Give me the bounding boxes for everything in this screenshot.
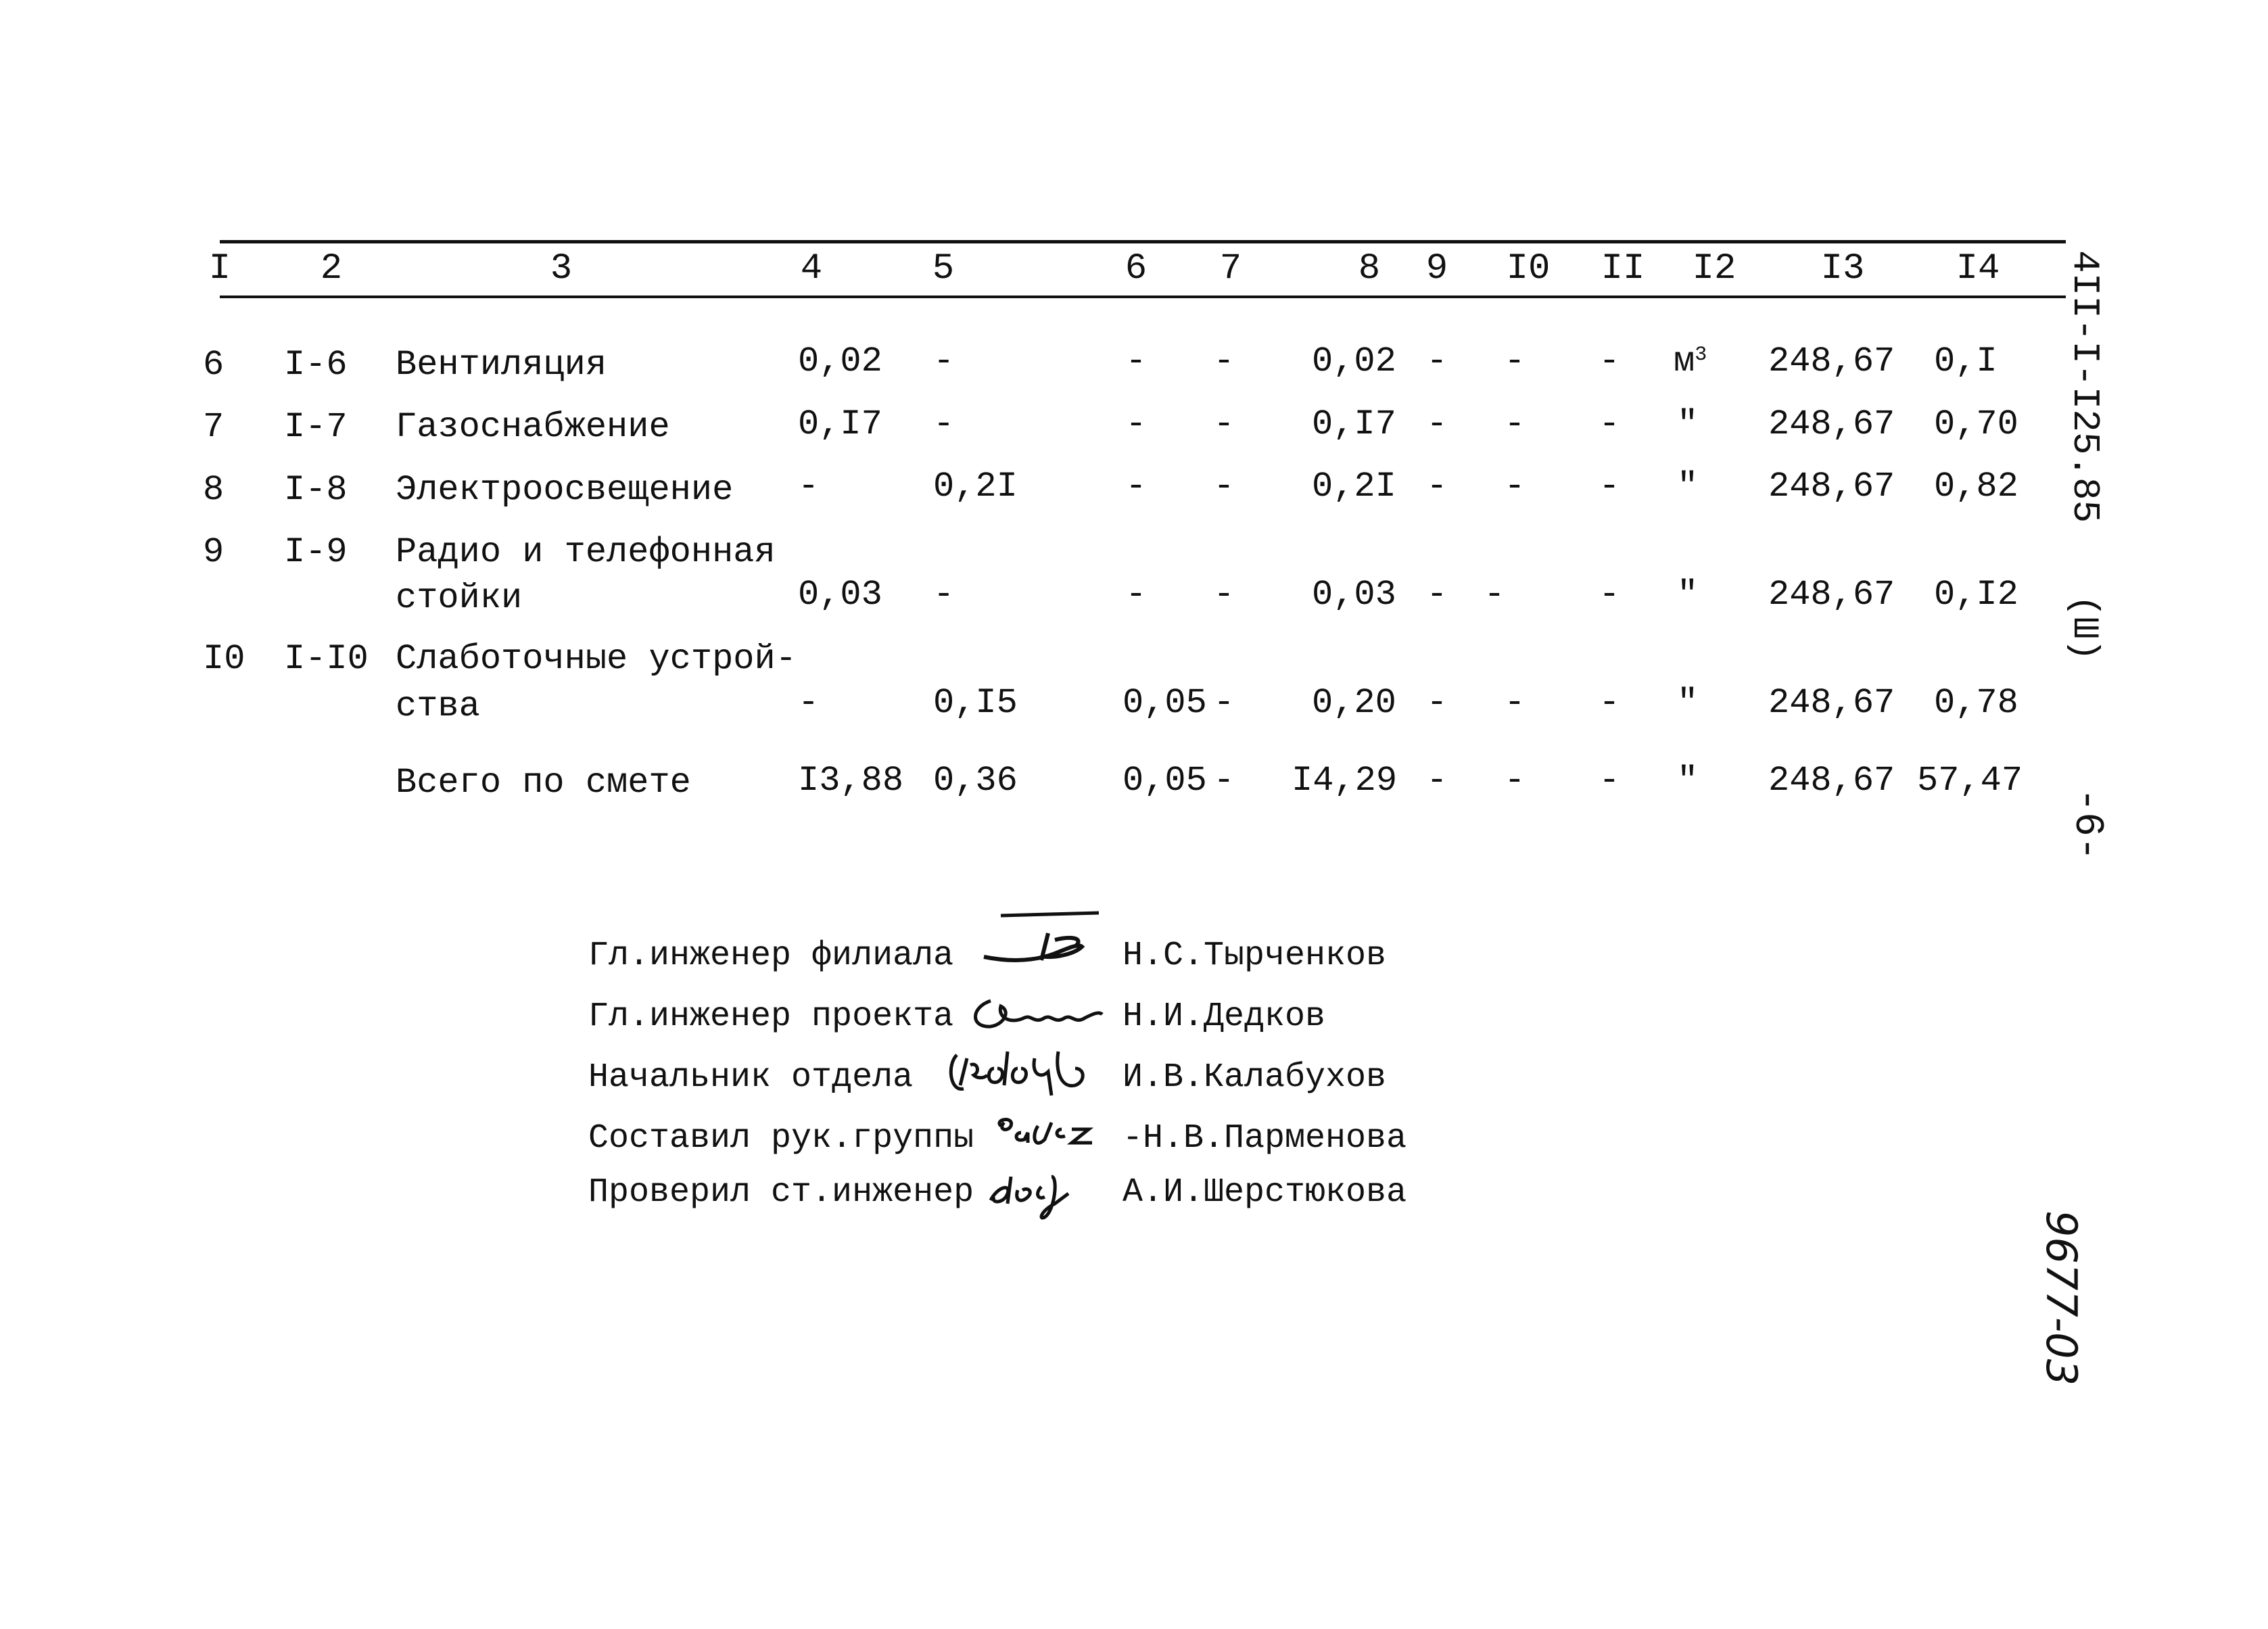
total-col4: I3,88 <box>798 761 904 801</box>
row-name-line1: Радио и телефонная <box>396 532 776 572</box>
row-col9: - <box>1426 404 1448 444</box>
total-col11: - <box>1599 761 1620 801</box>
row-col12: " <box>1677 575 1699 615</box>
row-name: Газоснабжение <box>396 407 670 447</box>
header-col-2: 2 <box>320 248 343 289</box>
handwritten-signature-4 <box>987 1109 1123 1156</box>
header-col-11: II <box>1601 248 1645 289</box>
row-col5: - <box>933 341 955 381</box>
row-name-line2: ства <box>396 686 480 726</box>
row-col10: - <box>1484 575 1505 615</box>
row-number: 6 <box>203 345 225 385</box>
row-col14: 0,78 <box>1934 683 2018 723</box>
row-col11: - <box>1599 683 1620 723</box>
handwritten-signature-2 <box>964 987 1112 1041</box>
row-col7: - <box>1213 467 1235 506</box>
signature-name: Н.С.Тырченков <box>1123 937 1387 975</box>
header-col-12: I2 <box>1692 248 1737 289</box>
total-col13: 248,67 <box>1768 761 1895 801</box>
row-col12: " <box>1677 683 1699 723</box>
row-col6: 0,05 <box>1123 683 1207 723</box>
row-col14: 0,70 <box>1934 404 2018 444</box>
signature-name: А.И.Шерстюкова <box>1123 1173 1407 1212</box>
row-name-line2: стойки <box>396 578 523 618</box>
row-code: I-6 <box>284 345 348 385</box>
row-col8: 0,02 <box>1312 341 1396 381</box>
row-col13: 248,67 <box>1768 341 1895 381</box>
row-col6: - <box>1125 341 1147 381</box>
signature-name: -Н.В.Парменова <box>1123 1119 1407 1158</box>
margin-page-number: -6- <box>2064 788 2110 861</box>
row-col7: - <box>1213 404 1235 444</box>
row-col4: - <box>798 683 820 723</box>
unit-superscript: 3 <box>1695 344 1707 367</box>
row-code: I-7 <box>284 407 348 447</box>
row-number: 8 <box>203 470 225 510</box>
signature-role: Начальник отдела <box>588 1058 914 1097</box>
margin-section: (Ш) <box>2063 595 2104 661</box>
header-col-1: I <box>208 248 231 289</box>
signature-role: Гл.инженер проекта <box>588 997 954 1036</box>
row-col10: - <box>1504 683 1526 723</box>
row-code: I-8 <box>284 470 348 510</box>
row-name-line1: Слаботочные устрой- <box>396 639 797 679</box>
row-col12: " <box>1677 467 1699 506</box>
header-col-4: 4 <box>800 248 823 289</box>
row-col5: - <box>933 404 955 444</box>
row-col11: - <box>1599 467 1620 506</box>
row-col11: - <box>1599 341 1620 381</box>
row-name: Электроосвещение <box>396 470 734 510</box>
row-col10: - <box>1504 404 1526 444</box>
header-col-7: 7 <box>1219 248 1242 289</box>
total-col10: - <box>1504 761 1526 801</box>
row-number: 7 <box>203 407 225 447</box>
row-col5: - <box>933 575 955 615</box>
header-col-9: 9 <box>1425 248 1448 289</box>
row-code: I-I0 <box>284 639 369 679</box>
row-col7: - <box>1213 341 1235 381</box>
row-col5: 0,2I <box>933 467 1018 506</box>
row-col7: - <box>1213 683 1235 723</box>
total-col7: - <box>1213 761 1235 801</box>
signature-name: И.В.Калабухов <box>1123 1058 1387 1097</box>
row-col8: 0,I7 <box>1312 404 1396 444</box>
row-col13: 248,67 <box>1768 575 1895 615</box>
signature-role: Составил рук.группы <box>588 1119 974 1158</box>
row-col12 <box>1674 341 1707 382</box>
header-col-5: 5 <box>932 248 955 289</box>
header-col-13: I3 <box>1820 248 1865 289</box>
total-col8: I4,29 <box>1292 761 1398 801</box>
row-col6: - <box>1125 575 1147 615</box>
row-col8: 0,03 <box>1312 575 1396 615</box>
row-col13: 248,67 <box>1768 683 1895 723</box>
row-col8: 0,2I <box>1312 467 1396 506</box>
row-code: I-9 <box>284 532 348 572</box>
row-col9: - <box>1426 341 1448 381</box>
row-col14: 0,82 <box>1934 467 2018 506</box>
unit-text: м <box>1674 341 1695 381</box>
row-col6: - <box>1125 404 1147 444</box>
signature-role: Проверил ст.инженер <box>588 1173 974 1212</box>
row-col14: 0,I <box>1934 341 1998 381</box>
row-name: Вентиляция <box>396 345 607 385</box>
row-col11: - <box>1599 404 1620 444</box>
total-col6: 0,05 <box>1123 761 1207 801</box>
row-number: 9 <box>203 532 225 572</box>
handwritten-signature-5 <box>981 1163 1102 1224</box>
row-number: I0 <box>203 639 245 679</box>
total-col9: - <box>1426 761 1448 801</box>
total-col14: 57,47 <box>1917 761 2023 801</box>
margin-doc-code: 4II-I-I25.85 <box>2063 250 2106 523</box>
row-col7: - <box>1213 575 1235 615</box>
header-col-6: 6 <box>1125 248 1148 289</box>
row-col4: 0,03 <box>798 575 882 615</box>
header-col-3: 3 <box>550 248 573 289</box>
row-col4: 0,02 <box>798 341 882 381</box>
row-col5: 0,I5 <box>933 683 1018 723</box>
total-col12: " <box>1677 761 1699 801</box>
table-top-rule <box>220 240 2066 243</box>
row-col6: - <box>1125 467 1147 506</box>
header-col-8: 8 <box>1358 248 1381 289</box>
total-label: Всего по смете <box>396 763 691 803</box>
row-col9: - <box>1426 683 1448 723</box>
row-col9: - <box>1426 575 1448 615</box>
header-col-14: I4 <box>1956 248 2000 289</box>
handwritten-signature-1 <box>974 906 1109 981</box>
header-col-10: I0 <box>1506 248 1551 289</box>
header-bottom-rule <box>220 296 2066 298</box>
row-col12: " <box>1677 404 1699 444</box>
row-col8: 0,20 <box>1312 683 1396 723</box>
row-col4: - <box>798 467 820 506</box>
signature-role: Гл.инженер филиала <box>588 937 954 975</box>
handwritten-signature-3 <box>940 1038 1116 1112</box>
signature-name: Н.И.Дедков <box>1123 997 1326 1036</box>
row-col13: 248,67 <box>1768 467 1895 506</box>
row-col4: 0,I7 <box>798 404 882 444</box>
row-col10: - <box>1504 467 1526 506</box>
row-col10: - <box>1504 341 1526 381</box>
row-col13: 248,67 <box>1768 404 1895 444</box>
total-col5: 0,36 <box>933 761 1018 801</box>
margin-inventory-number: 9677-03 <box>2037 1210 2086 1386</box>
row-col14: 0,I2 <box>1934 575 2018 615</box>
row-col11: - <box>1599 575 1620 615</box>
row-col9: - <box>1426 467 1448 506</box>
